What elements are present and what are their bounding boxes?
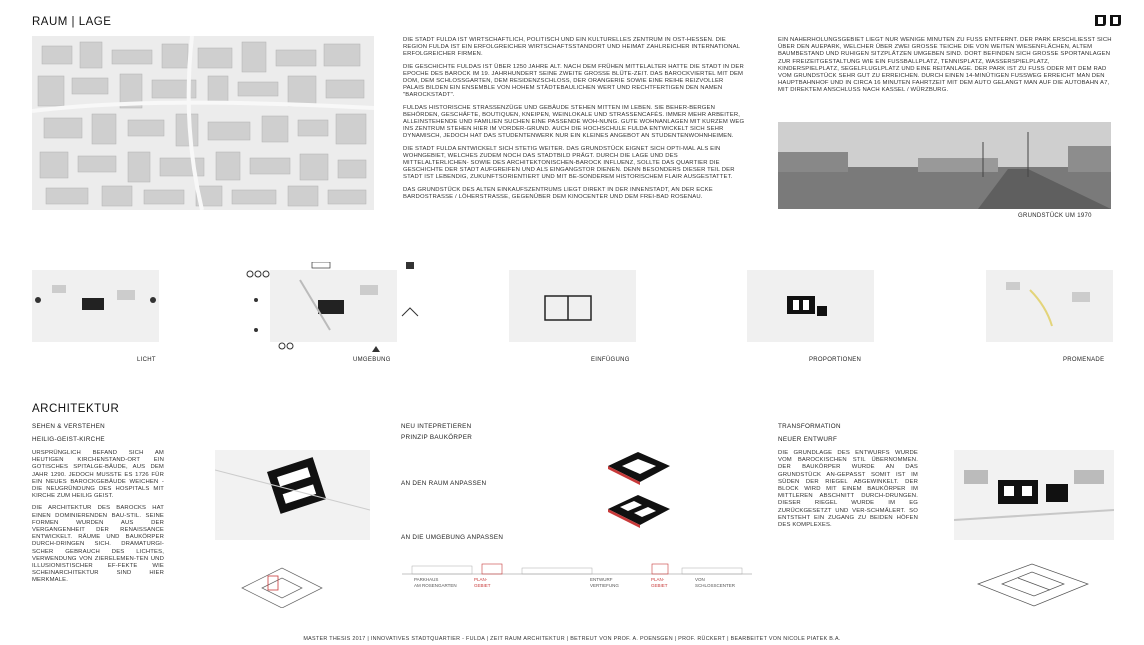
col2-heading: NEU INTEPRETIEREN — [401, 423, 472, 430]
col1-heading: SEHEN & VERSTEHEN — [32, 423, 105, 430]
analysis-label-promenade: PROMENADE — [1063, 357, 1105, 363]
analysis-map-licht — [32, 270, 159, 342]
section-label-schlosscenter: VON SCHLOSSCENTER — [695, 577, 736, 588]
col3-heading: TRANSFORMATION — [778, 423, 841, 430]
analysis-map-einfuegung — [509, 270, 636, 342]
section-label-plan-gebiet-1: PLAN- GEBIET — [474, 577, 491, 588]
col3-paragraph: DIE GRUNDLAGE DES ENTWURFS WURDE VOM BAROCKISCHEN STIL ÜBERNOMMEN. DER BAUKÖRPER WURDE AN DAS GRUNDSTÜCK AN-GEPASST SOMIT IST IM SÜDEN DER RIEGEL ABGEWINKELT. DER BLOCK WIRD MIT EINEM BAUKÖRPER IM MITTLEREN ABSCHNITT DURCH-DRUNGEN. DIESER RIEGEL WURDE IM EG ZURÜCKGESETZT UND VER-SCHMÄLERT. SO ENTSTEHT EIN ZUGANG ZU BEIDEN HÖFEN DES KOMPLEXES. — [778, 450, 918, 529]
col2-step2: AN DIE UMGEBUNG ANPASSEN — [401, 534, 504, 541]
church-plan-drawing — [215, 450, 370, 540]
col1-subheading: HEILIG-GEIST-KIRCHE — [32, 436, 105, 443]
photo-caption: GRUNDSTÜCK UM 1970 — [1018, 213, 1092, 219]
new-design-site-plan — [954, 450, 1114, 540]
section-label-plan-gebiet-2: PLAN- GEBIET — [651, 577, 668, 588]
analysis-label-licht: LICHT — [137, 357, 156, 363]
aerial-city-model — [32, 36, 374, 210]
intro-paragraph: DIE STADT FULDA IST WIRTSCHAFTLICH, POLITISCH UND EIN KULTURELLES ZENTRUM IN OST-HESSEN. DIE REGION FULDA IST EIN ERFOLGREICHER WIRTSCHAFTSSTANDORT UND HEIMAT ZAHLREICHER INTERNATIONAL ERFOLGREICHER FIRMEN. — [403, 37, 740, 58]
footer-text: MASTER THESIS 2017 | INNOVATIVES STADTQUARTIER - FULDA | ZEIT RAUM ARCHITEKTUR | BETREUT VON PROF. A. POENSGEN | PROF. RÜCKERT | BEARBEITET VON NICOLE PIATEK B.A. — [303, 636, 841, 642]
analysis-label-proportionen: PROPORTIONEN — [809, 357, 862, 363]
intro-paragraph: DIE GESCHICHTE FULDAS IST ÜBER 1250 JAHRE ALT. NACH DEM FRÜHEN MITTELALTER HATTE DIE STADT IN DER EPOCHE DES BAROCK IM 19. JAHRHUNDERT SEINE ZWEITE GROSSE BLÜTE-ZEIT. DAS BAROCKVIERTEL MIT DEM DOM, DEM SCHLOSSGARTEN, DEM RESIDENZSCHLOSS, DER ORANGERIE SOWIE EINE REIHE REIZVOLLER PALAIS BILDEN EIN ENSEMBLE VON HOHEM STÄDTEBAULICHEN WERT UND RECHTFERTIGEN DEN NAMEN "BAROCKSTADT". — [403, 63, 744, 99]
footer-bar — [0, 627, 1144, 645]
block-model-1 — [604, 450, 674, 485]
col1-paragraph: DIE ARCHITEKTUR DES BAROCKS HAT EINEN DOMINIERENDEN BAU-STIL. SEINE FORMEN WURDEN AUS DER VERGANGENHEIT DER RENAISSANCE ENTWICKELT. RÄUME UND BAUKÖRPER DURCH-DRINGEN SICH. DRAMATURGI-SCHER GEBRAUCH DES LICHTES, VERWENDUNG VON ZIERELEMEN-TEN UND ILLUSIONISTISCHER EF-FEKTE WIE SCHEINARCHITEKTUR SIND HIER MERKMALE. — [32, 505, 164, 584]
col1-text — [32, 450, 164, 590]
intro-paragraph: DIE STADT FULDA ENTWICKELT SICH STETIG WEITER. DAS GRUNDSTÜCK EIGNET SICH OPTI-MAL ALS EIN WOHNGEBIET, WELCHES ZUDEM NOCH DAS STADTBILD PRÄGT. DURCH DIE LAGE UND DES MITTELALTERLICHEN- SOWIE DES ARCHITEKTONISCHEN-BAROCK INFLUENZ, SOLLTE DAS QUARTIER DIE GESCHICHTE DER STADT AUFGREIFEN UND ALS EINGANGSTOR DIENEN. DENN BESONDERS DIESER TEIL DER STADT IST LEBENDIG, ZUKUNFTSORIENTIERT UND MIT BE-SONDEREM HISTORISCHEM FLAIR AUSGESTATTET. — [403, 145, 735, 181]
section-label-entwurf: ENTWURF VERTIEFUNG — [590, 577, 619, 588]
block-model-2 — [604, 493, 674, 528]
section-title-raum-lage: RAUM | LAGE — [32, 16, 112, 28]
section-title-architektur: ARCHITEKTUR — [32, 403, 120, 415]
umgebung-icons — [242, 262, 442, 357]
new-design-axonometric — [968, 560, 1098, 610]
col3-text — [778, 450, 918, 534]
analysis-label-einfuegung: EINFÜGUNG — [591, 357, 630, 363]
right-text-column — [778, 37, 1112, 100]
intro-paragraph: FULDAS HISTORISCHE STRASSENZÜGE UND GEBÄUDE STEHEN MITTEN IM LEBEN. SIE BEHER-BERGEN BEHÖRDEN, GESCHÄFTE, BOUTIQUEN, KNEIPEN, WEINLOKALE UND STRASSENCAFÉS. IMMER MEHR ARBEITER, ALLEINSTEHENDE UND FAMILIEN SUCHEN EINE PASSENDE WOH-NUNG. GUTE WOHNANLAGEN MIT KURZEM WEG INS ZENTRUM STEHEN HIER IM VORDER-GRUND. AUCH DIE HOCHSCHULE FULDA ENTWICKELT SICH SEHR DYNAMISCH, JEDOCH HAT DAS STUDENTENWERK NUR EIN KLEINES ANGEBOT AN STUDENTENWOHNHEIMEN. — [403, 104, 745, 140]
section-label-parkhaus: PARKHAUS AM ROSENGARTEN — [414, 577, 457, 588]
col1-paragraph: URSPRÜNGLICH BEFAND SICH AM HEUTIGEN KIRCHENSTAND-ORT EIN GOTISCHES SPITALGE-BÄUDE, AUS DEM JAHR 1290. JEDOCH MUSSTE ES 1726 FÜR EIN NEUES BAROCKGEBÄUDE WEICHEN - DIE NEUGRÜNDUNG DES HOSPITALS MIT KIRCHE ZUM HEILIG GEIST. — [32, 450, 164, 500]
analysis-label-umgebung: UMGEBUNG — [353, 357, 391, 363]
logo-icon — [1094, 14, 1124, 27]
col3-subheading: NEUER ENTWURF — [778, 436, 838, 443]
church-axonometric-sketch — [232, 558, 332, 608]
historic-site-photo — [778, 122, 1111, 209]
intro-text-column — [403, 37, 745, 206]
col2-subheading: PRINZIP BAUKÖRPER — [401, 434, 473, 441]
right-paragraph: EIN NAHERHOLUNGSGEBIET LIEGT NUR WENIGE MINUTEN ZU FUSS ENTFERNT. DER PARK ERSCHLIESST SICH ÜBER DEN AUEPARK, WELCHER ÜBER ZWEI GROSSE TEICHE DIE VON WEITEN WIESENFLÄCHEN, ALTEM BAUMBESTAND UND RUHIGEN SITZPLÄTZEN UMGEBEN SIND. DORT BEFINDEN SICH GROSSE SPORTANLAGEN ZUR FREIZEITGESTALTUNG WIE EIN FUSSBALLPLATZ, TENNISPLATZ, WASSERSPIELPLATZ, KINDERSPIELPLATZ, SEGELFLUGLPLATZ UND EINE REITANLAGE. DER PARK IST ZU FUSS ODER MIT DEM RAD VOM GRUNDSTÜCK SEHR GUT ZU ERREICHEN. DURCH EINEN 14-MINÜTIGEN FUSSWEG ERREICHT MAN DEN HAUPTBAHNHOF UND IN CIRCA 16 MINUTEN FAHRTZEIT MIT DEM AUTO GELANGT MAN AUF DIE AUTOBAHN A7, MIT DIREKTEM ANSCHLUSS NACH KASSEL / WÜRZBURG. — [778, 37, 1112, 94]
col2-step1: AN DEN RAUM ANPASSEN — [401, 480, 487, 487]
analysis-map-proportionen — [747, 270, 874, 342]
intro-paragraph: DAS GRUNDSTÜCK DES ALTEN EINKAUFSZENTRUMS LIEGT DIREKT IN DER INNENSTADT, AN DER ECKE BARDOSTRASSE / LÖHERSTRASSE, GEGENÜBER DEM KINOCENTER UND DEM FREI-BAD ROSENAU. — [403, 186, 713, 200]
analysis-map-promenade — [986, 270, 1113, 342]
